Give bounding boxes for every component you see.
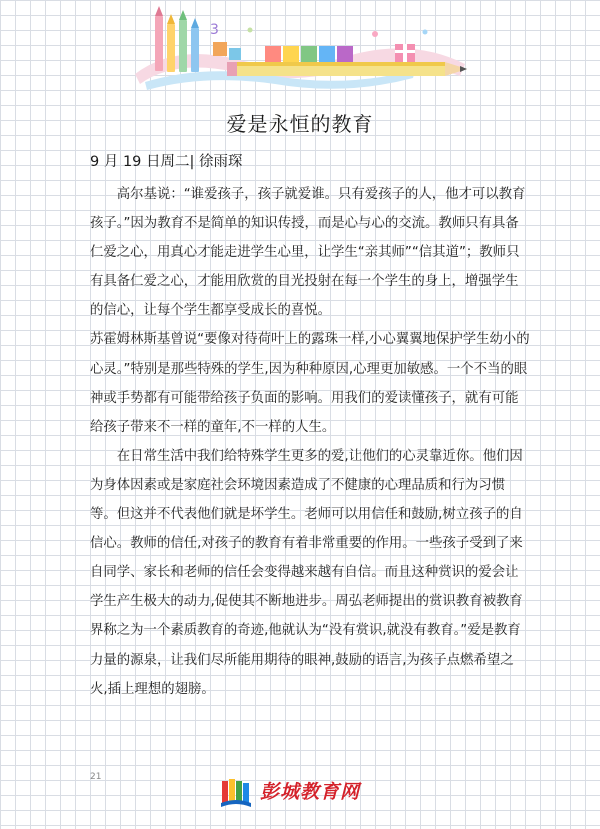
open-book-logo-icon: [220, 777, 254, 809]
byline: 9 月 19 日周二| 徐雨琛: [90, 154, 243, 170]
svg-text:3: 3: [210, 22, 219, 38]
page-number: 21: [90, 772, 102, 782]
site-name: 彭城教育网: [260, 781, 361, 803]
paragraph: 在日常生活中我们给特殊学生更多的爱,让他们的心灵靠近你。他们因为身体因素或是家庭社会环境因素造成了不健康的心理品质和行为习惯等。但这并不代表他们就是坏学生。老师可以用信任和鼓励,树立孩子的自信心。教师的信任,对孩子的教育有着非常重要的作用。一些孩子受到了来自同学、家长和老师的信任会变得越来越有自信。而且这种赏识的爱会让学生产生极大的动力,促使其不断地进步。周弘老师提出的赏识教育被教育界称之为一个素质教育的奇迹,他就认为“没有赏识,就没有教育。”爱是教育力量的源泉，让我们尽所能用期待的眼神,鼓励的语言,为孩子点燃希望之火,插上理想的翅膀。: [90, 448, 523, 697]
paragraph: 苏霍姆林斯基曾说“要像对待荷叶上的露珠一样,小心翼翼地保护学生幼小的心灵。”特别是那些特殊的学生,因为种种原因,心理更加敏感。一个不当的眼神或手势都有可能带给孩子负面的影响。用我们的爱读懂孩子，就有可能给孩子带来不一样的童年,不一样的人生。: [90, 332, 530, 435]
site-logo: [220, 775, 390, 815]
article-body: [90, 180, 530, 704]
document-title: 爱是永恒的教育: [226, 112, 374, 136]
decorative-pencil-banner-icon: [115, 4, 485, 104]
paragraph: 高尔基说：“谁爱孩子，孩子就爱谁。只有爱孩子的人，他才可以教育孩子。”因为教育不是简单的知识传授，而是心与心的交流。教师只有具备仁爱之心，用真心才能走进学生心里，让学生“亲其师”“信其道”；教师只有具备仁爱之心，才能用欣赏的目光投射在每一个学生的身上，增强学生的信心，让每个学生都享受成长的喜悦。: [90, 187, 526, 319]
